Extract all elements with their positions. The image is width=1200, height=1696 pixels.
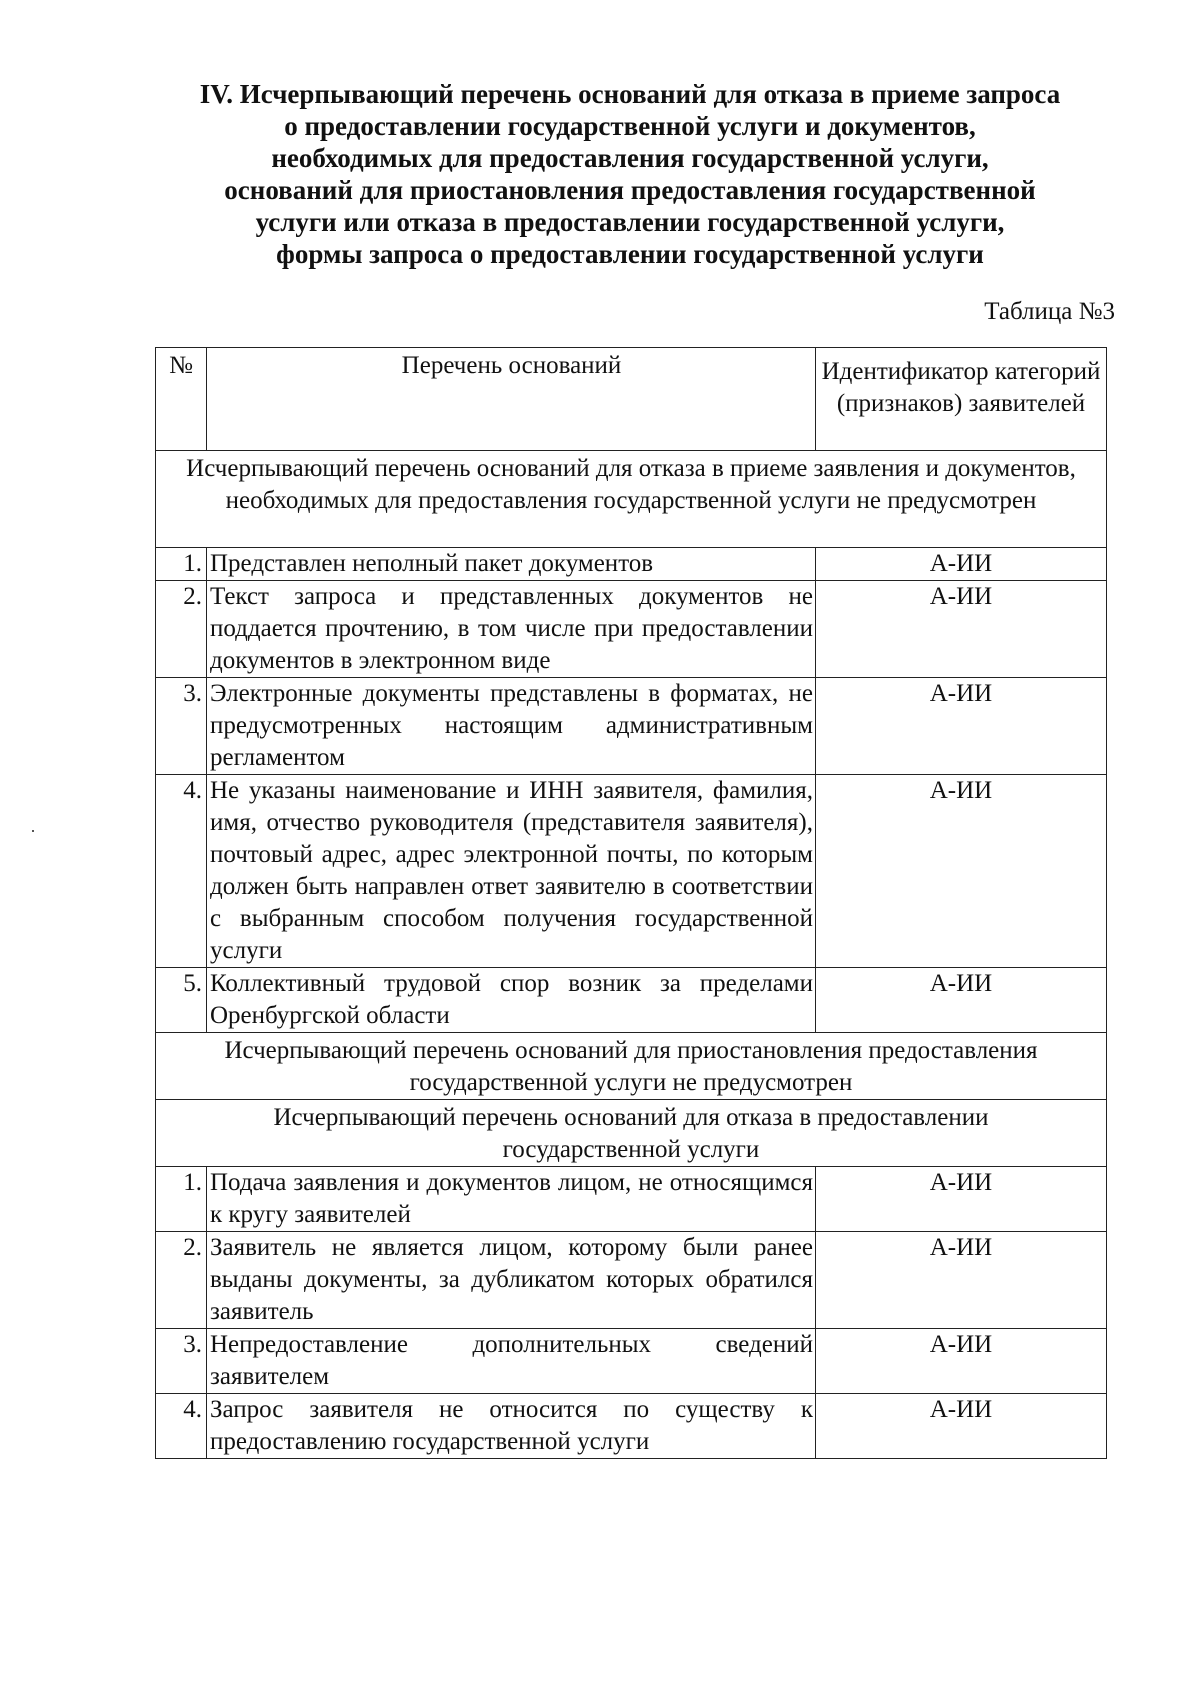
table-header-row — [156, 348, 1107, 451]
row-num: 3. — [156, 1329, 207, 1394]
row-identifier: А-ИИ — [816, 548, 1107, 581]
row-text: Не указаны наименование и ИНН заявителя, фамилия, имя, отчество руководителя (представителя заявителя), почтовый адрес, адрес электронной почты, по которым должен быть направлен ответ заявителю в соответствии с выбранным способом получения государственной услуги — [207, 775, 816, 968]
heading-line: формы запроса о предоставлении государственной услуги — [276, 239, 984, 269]
table-row — [156, 968, 1107, 1033]
heading-line: IV. Исчерпывающий перечень оснований для отказа в приеме запроса — [199, 79, 1061, 109]
table-row — [156, 548, 1107, 581]
row-num: 4. — [156, 775, 207, 968]
row-num: 1. — [156, 1167, 207, 1232]
row-text: Запрос заявителя не относится по существу к предоставлению государственной услуги — [207, 1394, 816, 1459]
row-text: Текст запроса и представленных документов не поддается прочтению, в том числе при предоставлении документов в электронном виде — [207, 581, 816, 678]
heading-line: необходимых для предоставления государственной услуги, — [271, 143, 989, 173]
row-identifier: А-ИИ — [816, 775, 1107, 968]
row-num: 2. — [156, 1232, 207, 1329]
row-text: Электронные документы представлены в форматах, не предусмотренных настоящим административным регламентом — [207, 678, 816, 775]
row-text: Непредоставление дополнительных сведений заявителем — [207, 1329, 816, 1394]
row-num: 1. — [156, 548, 207, 581]
row-identifier: А-ИИ — [816, 1394, 1107, 1459]
section-title: Исчерпывающий перечень оснований для приостановления предоставления государственной услуги не предусмотрен — [156, 1033, 1107, 1100]
row-num: 3. — [156, 678, 207, 775]
section-row — [156, 1033, 1107, 1100]
row-text: Коллективный трудовой спор возник за пределами Оренбургской области — [207, 968, 816, 1033]
heading-line: услуги или отказа в предоставлении государственной услуги, — [255, 207, 1005, 237]
row-identifier: А-ИИ — [816, 1167, 1107, 1232]
section-title: Исчерпывающий перечень оснований для отказа в приеме заявления и документов, необходимых для предоставления государственной услуги не предусмотрен — [156, 451, 1107, 548]
table-row — [156, 1394, 1107, 1459]
row-identifier: А-ИИ — [816, 968, 1107, 1033]
scan-speck — [32, 830, 34, 832]
row-identifier: А-ИИ — [816, 581, 1107, 678]
row-num: 5. — [156, 968, 207, 1033]
row-num: 4. — [156, 1394, 207, 1459]
heading-line: оснований для приостановления предоставления государственной — [224, 175, 1036, 205]
row-identifier: А-ИИ — [816, 1232, 1107, 1329]
heading-line: о предоставлении государственной услуги и документов, — [284, 111, 976, 141]
section-row — [156, 451, 1107, 548]
row-num: 2. — [156, 581, 207, 678]
row-identifier: А-ИИ — [816, 678, 1107, 775]
header-reasons: Перечень оснований — [207, 348, 816, 451]
table-row — [156, 678, 1107, 775]
row-text: Представлен неполный пакет документов — [207, 548, 816, 581]
header-num: № — [156, 348, 207, 451]
section-heading — [150, 78, 1110, 270]
table-row — [156, 1167, 1107, 1232]
row-text: Заявитель не является лицом, которому были ранее выданы документы, за дубликатом которых обратился заявитель — [207, 1232, 816, 1329]
table-row — [156, 1232, 1107, 1329]
row-text: Подача заявления и документов лицом, не относящимся к кругу заявителей — [207, 1167, 816, 1232]
table-row — [156, 1329, 1107, 1394]
grounds-table — [155, 347, 1107, 1459]
table-row — [156, 775, 1107, 968]
header-identifier: Идентификатор категорий (признаков) заявителей — [816, 348, 1107, 451]
row-identifier: А-ИИ — [816, 1329, 1107, 1394]
table-label: Таблица №3 — [984, 298, 1115, 325]
section-title: Исчерпывающий перечень оснований для отказа в предоставлении государственной услуги — [156, 1100, 1107, 1167]
section-row — [156, 1100, 1107, 1167]
table-row — [156, 581, 1107, 678]
